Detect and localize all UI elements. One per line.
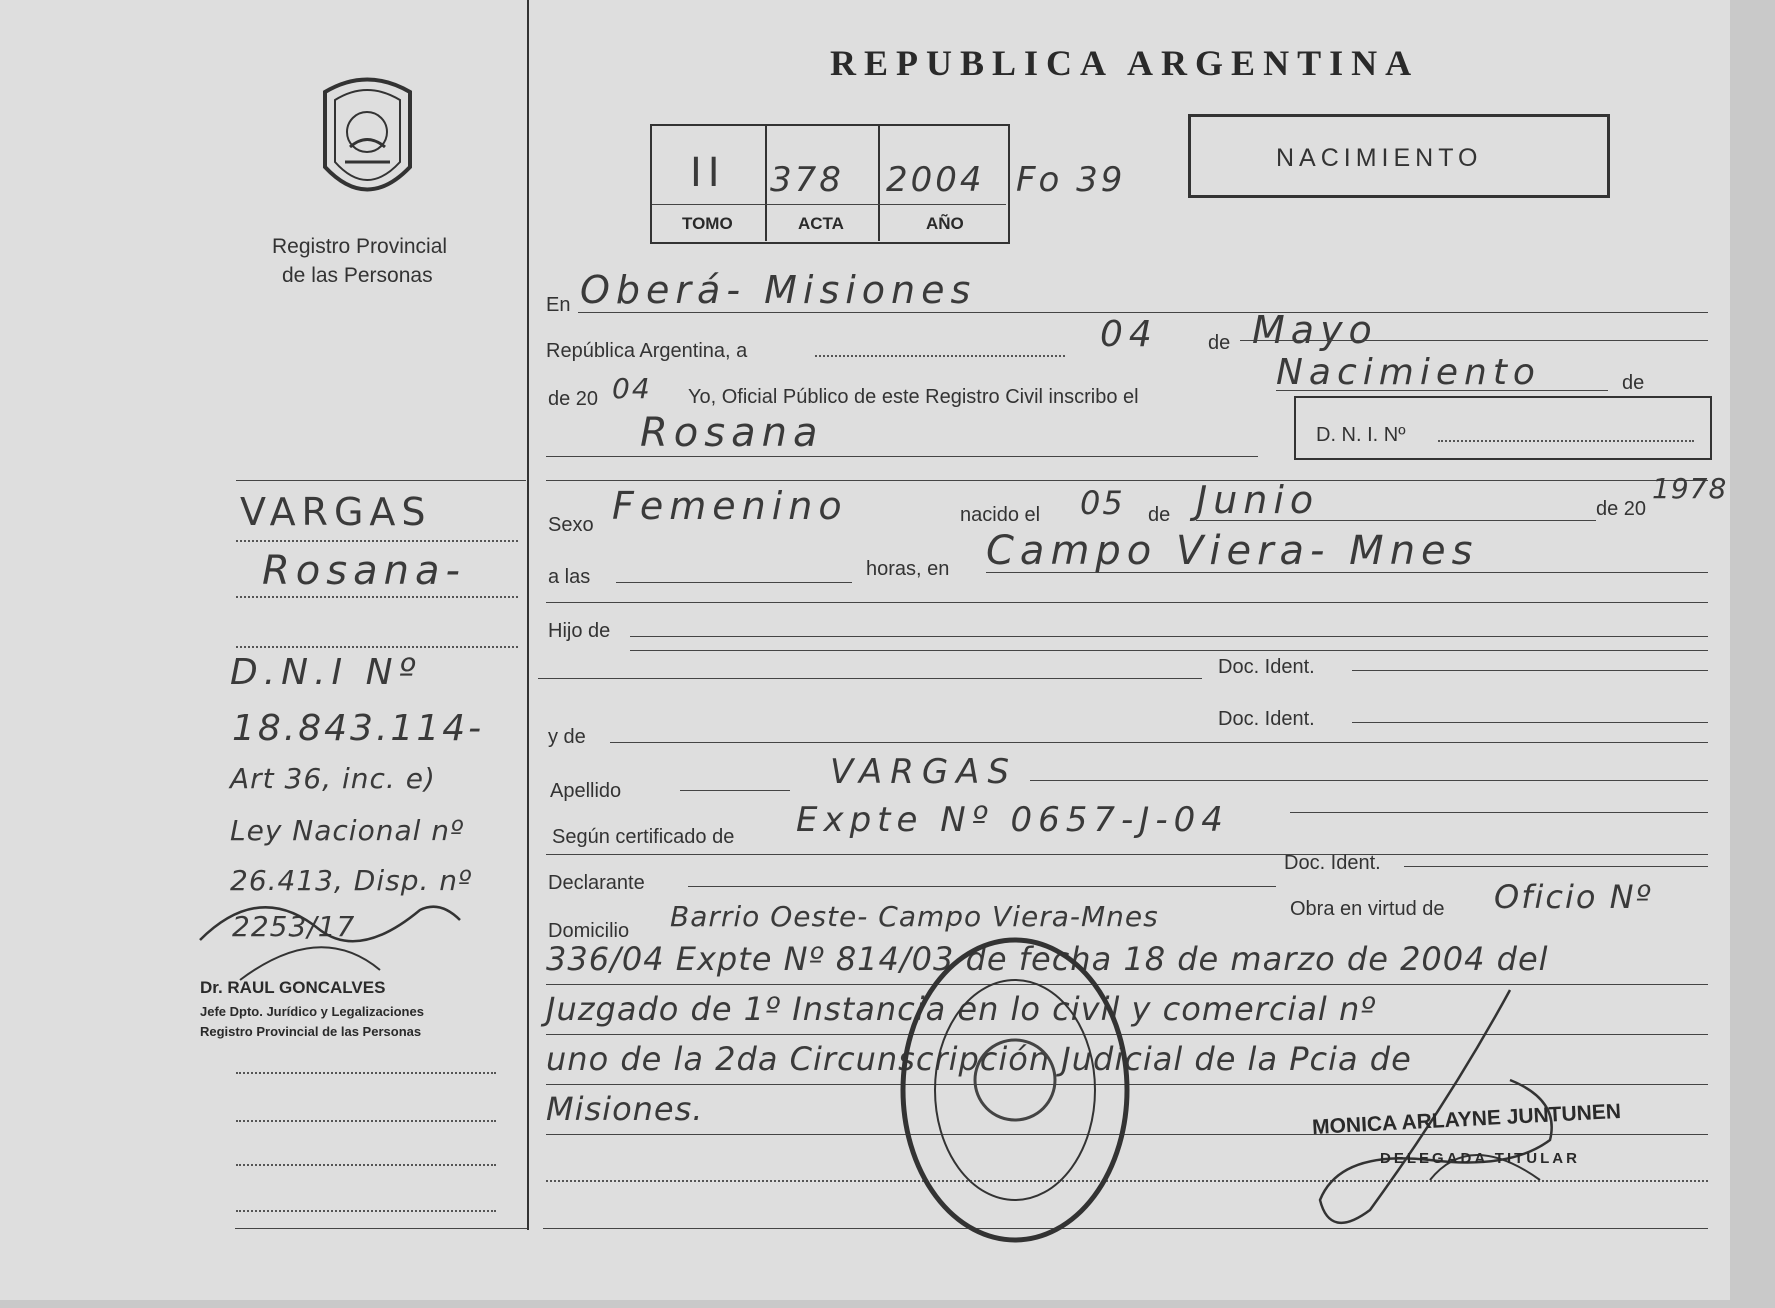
margin-nota-3: 26.413, Disp. nº [230, 864, 473, 897]
value-nac-dia: 05 [1080, 484, 1125, 522]
value-lugar: Oberá- Misiones [580, 268, 977, 312]
label-hijo-de: Hijo de [548, 620, 611, 642]
label-nacido: nacido el [960, 504, 1041, 526]
label-a-las: a las [548, 566, 591, 588]
margin-nombre: Rosana- [262, 548, 466, 594]
folio-value: Fo 39 [1016, 160, 1126, 200]
label-de-nac-mes: de [1148, 504, 1171, 526]
value-obra: Oficio Nº [1494, 878, 1653, 916]
value-apellido: VARGAS [830, 752, 1018, 792]
label-yo-oficial: Yo, Oficial Público de este Registro Civil inscribo el [688, 386, 1139, 408]
margin-dni: 18.843.114- [232, 708, 485, 749]
label-de-end: de [1622, 372, 1645, 394]
label-de-20: de 20 [548, 388, 599, 410]
value-nombre: Rosana [640, 410, 824, 456]
label-apellido: Apellido [550, 780, 622, 802]
margin-signer-name: Dr. RAUL GONCALVES [200, 978, 386, 997]
label-dni: D. N. I. Nº [1316, 424, 1406, 446]
label-horas-en: horas, en [866, 558, 950, 580]
label-de-20-nac: de 20 [1596, 498, 1647, 520]
value-lugar-nac: Campo Viera- Mnes [986, 528, 1479, 574]
value-sexo: Femenino [612, 484, 848, 528]
registry-name-line1: Registro Provincial [272, 235, 448, 258]
margin-nota-2: Ley Nacional nº [230, 814, 465, 847]
registry-name-line2: de las Personas [282, 264, 433, 287]
value-certificado: Expte Nº 0657-J-04 [796, 800, 1229, 840]
margin-bottom-rule [235, 1228, 527, 1229]
ano-label: AÑO [926, 214, 964, 233]
label-doc-ident-2: Doc. Ident. [1218, 708, 1315, 730]
value-dia: 04 [1100, 314, 1158, 355]
tomo-label: TOMO [682, 214, 733, 233]
signatory-title: DELEGADA TITULAR [1380, 1150, 1580, 1167]
acta-label: ACTA [798, 214, 844, 233]
value-texto-2: Juzgado de 1º Instancia en lo civil y comercial nº [546, 990, 1377, 1028]
margin-apellido: VARGAS [240, 490, 432, 534]
tomo-value: II [690, 150, 726, 196]
label-en: En [546, 294, 571, 316]
value-texto-1: 336/04 Expte Nº 814/03 de fecha 18 de marzo de 2004 del [546, 940, 1549, 978]
margin-signer-title-2: Registro Provincial de las Personas [200, 1024, 422, 1039]
label-domicilio: Domicilio [548, 920, 630, 942]
value-mes: Mayo [1252, 308, 1378, 352]
signatory-name: MONICA ARLAYNE JUNTUNEN [1311, 1099, 1622, 1140]
label-y-de: y de [548, 726, 586, 748]
label-obra: Obra en virtud de [1290, 898, 1445, 920]
country-title: REPUBLICA ARGENTINA [830, 43, 1420, 83]
margin-signer-title-1: Jefe Dpto. Jurídico y Legalizaciones [200, 1004, 424, 1019]
label-sexo: Sexo [548, 514, 594, 536]
margin-nota-4: 2253/17 [232, 910, 356, 943]
value-nac-anio: 1978 [1652, 472, 1728, 505]
label-doc-ident-3: Doc. Ident. [1284, 852, 1381, 874]
value-nac-mes: Junio [1196, 478, 1320, 522]
label-republica: República Argentina, a [546, 340, 748, 362]
value-texto-4: Misiones. [546, 1090, 704, 1128]
act-type: NACIMIENTO [1276, 144, 1483, 172]
ano-value: 2004 [886, 160, 985, 200]
label-declarante: Declarante [548, 872, 645, 894]
column-divider [527, 0, 529, 1230]
margin-dni-label: D.N.I Nº [230, 652, 422, 693]
official-stamp-icon [895, 930, 1135, 1250]
provincial-seal-icon [305, 72, 430, 212]
margin-nota-1: Art 36, inc. e) [230, 762, 436, 795]
acta-value: 378 [770, 160, 844, 200]
value-acto: Nacimiento [1276, 352, 1541, 393]
value-domicilio: Barrio Oeste- Campo Viera-Mnes [670, 900, 1159, 933]
label-segun: Según certificado de [552, 826, 735, 848]
value-texto-3: uno de la 2da Circunscripción Judicial de la Pcia de [546, 1040, 1412, 1078]
value-anio: 04 [612, 372, 652, 405]
label-doc-ident-1: Doc. Ident. [1218, 656, 1315, 678]
label-de-mes: de [1208, 332, 1231, 354]
